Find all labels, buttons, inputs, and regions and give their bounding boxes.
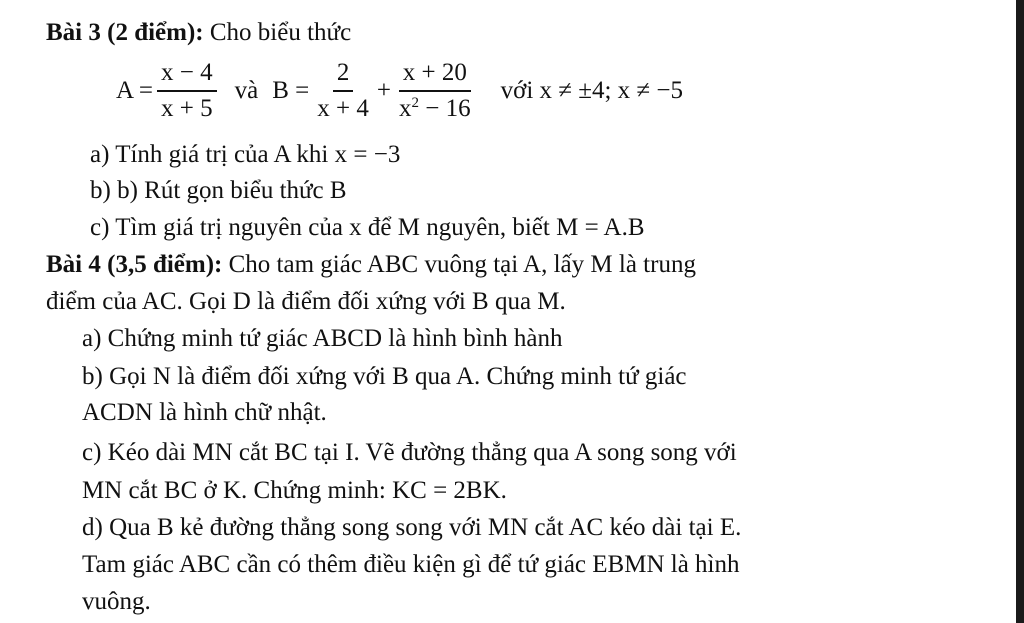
bai4-item-b-line2: ACDN là hình chữ nhật. bbox=[82, 399, 327, 426]
bai4-item-c-line1: c) Kéo dài MN cắt BC tại I. Vẽ đường thẳng qua A song song với bbox=[82, 439, 737, 466]
bai4-heading bbox=[46, 250, 696, 280]
B-denominator-2 bbox=[395, 92, 475, 124]
expression-row bbox=[116, 56, 683, 126]
B-label: B = bbox=[272, 77, 310, 104]
B-den2-rest: − 16 bbox=[419, 95, 471, 122]
bai3-item-a: a) Tính giá trị của A khi x = −3 bbox=[90, 141, 401, 168]
right-edge-bar bbox=[1016, 0, 1024, 623]
bai3-title: Bài 3 (2 điểm): bbox=[46, 19, 204, 46]
bai3-intro: Cho biểu thức bbox=[209, 19, 352, 46]
bai4-item-d-line3: vuông. bbox=[82, 588, 151, 615]
bai4-item-c-line2: MN cắt BC ở K. Chứng minh: KC = 2BK. bbox=[82, 477, 507, 504]
A-numerator: x − 4 bbox=[157, 58, 217, 92]
bai3-heading bbox=[46, 18, 351, 48]
B-numerator-2: x + 20 bbox=[399, 58, 471, 92]
bai4-title: Bài 4 (3,5 điểm): bbox=[46, 251, 223, 278]
B-denominator-1: x + 4 bbox=[317, 95, 369, 122]
B-fraction-1 bbox=[313, 58, 373, 124]
A-denominator: x + 5 bbox=[161, 95, 213, 122]
bai4-item-b-line1: b) Gọi N là điểm đối xứng với B qua A. Chứng minh tứ giác bbox=[82, 363, 687, 390]
and-word: và bbox=[234, 77, 259, 104]
bai4-item-a: a) Chứng minh tứ giác ABCD là hình bình hành bbox=[82, 325, 563, 352]
bai4-intro-1: Cho tam giác ABC vuông tại A, lấy M là trung bbox=[228, 251, 696, 278]
bai3-item-b: b) b) Rút gọn biểu thức B bbox=[90, 177, 347, 204]
bai4-item-d-line1: d) Qua B kẻ đường thẳng song song với MN cắt AC kéo dài tại E. bbox=[82, 514, 742, 541]
B-den2-base: x bbox=[399, 95, 412, 122]
bai3-item-c: c) Tìm giá trị nguyên của x để M nguyên, biết M = A.B bbox=[90, 214, 645, 241]
condition-text: với x ≠ ±4; x ≠ −5 bbox=[500, 77, 683, 104]
plus-sign: + bbox=[376, 77, 391, 104]
B-numerator-1: 2 bbox=[333, 58, 354, 92]
bai4-item-d-line2: Tam giác ABC cần có thêm điều kiện gì để tứ giác EBMN là hình bbox=[82, 551, 740, 578]
A-fraction bbox=[157, 58, 217, 124]
A-label: A = bbox=[116, 77, 154, 104]
B-den2-exponent: 2 bbox=[411, 95, 419, 111]
B-fraction-2 bbox=[395, 58, 475, 124]
bai4-intro-2: điểm của AC. Gọi D là điểm đối xứng với B qua M. bbox=[46, 288, 566, 315]
